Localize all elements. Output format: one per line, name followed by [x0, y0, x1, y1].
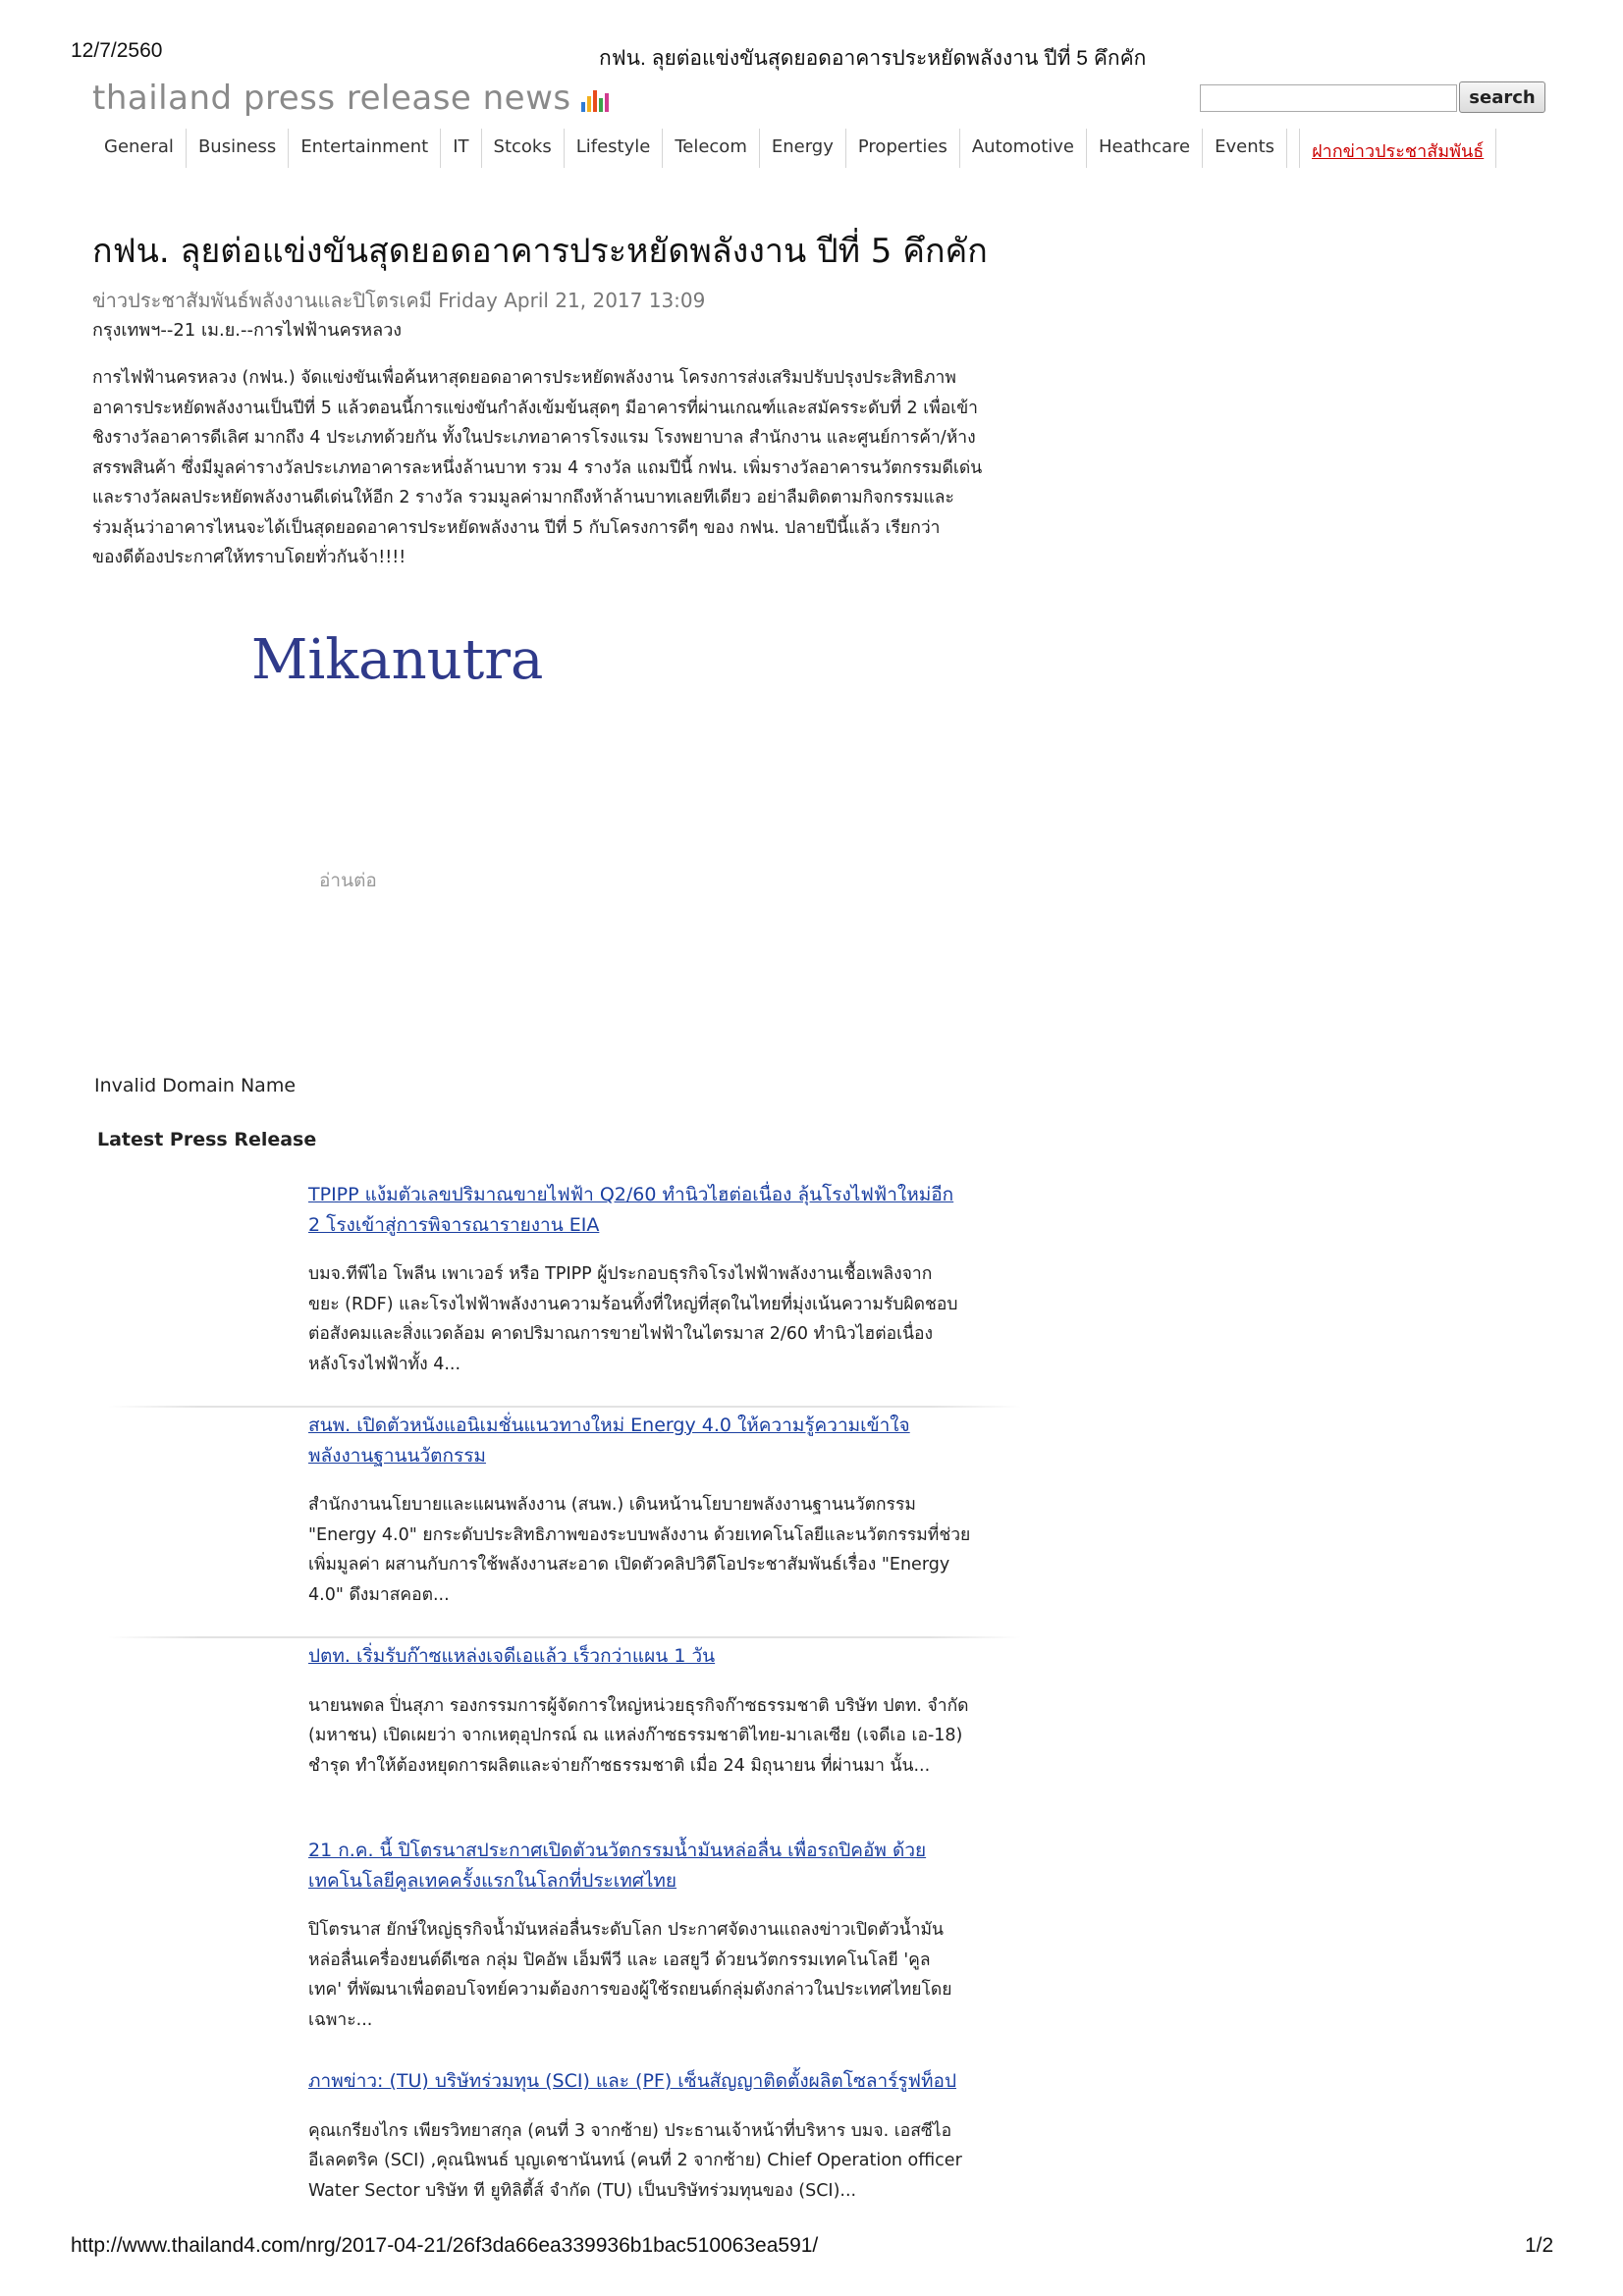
print-url: http://www.thailand4.com/nrg/2017-04-21/26f3da66ea339936b1bac510063ea591/ [71, 2234, 819, 2257]
press-release-title-link[interactable]: 21 ก.ค. นี้ ปิโตรนาสประกาศเปิดตัวนวัตกรรมน้ำมันหล่อลื่น เพื่อรถปิคอัพ ด้วย เทคโนโลยีคูลเทคครั้งแรกในโลกที่ประเทศไทย [308, 1840, 927, 1892]
nav-item-stocks[interactable]: Stcoks [482, 129, 565, 168]
nav-item-energy[interactable]: Energy [760, 129, 846, 168]
logo-bar [605, 93, 609, 112]
divider [108, 1406, 1021, 1408]
nav-item-healthcare[interactable]: Heathcare [1087, 129, 1203, 168]
nav-item-automotive[interactable]: Automotive [960, 129, 1087, 168]
nav-item-events[interactable]: Events [1203, 129, 1287, 168]
press-release-excerpt: นายนพดล ปิ่นสุภา รองกรรมการผู้จัดการใหญ่หน่วยธุรกิจก๊าซธรรมชาติ บริษัท ปตท. จำกัด (มหาชน) เปิดเผยว่า จากเหตุอุปกรณ์ ณ แหล่งก๊าซธรรมชาติไทย-มาเลเซีย (เจดีเอ เอ-18) ชำรุด ทำให้ต้องหยุดการผลิตและจ่ายก๊าซธรรมชาติ เมื่อ 24 มิถุนายน ที่ผ่านมา นั้น... [308, 1695, 969, 1776]
press-release-excerpt: บมจ.ทีพีไอ โพลีน เพาเวอร์ หรือ TPIPP ผู้ประกอบธุรกิจโรงไฟฟ้าพลังงานเชื้อเพลิงจาก ขยะ (RDF) และโรงไฟฟ้าพลังงานความร้อนทิ้งที่ใหญ่ที่สุดในไทยที่มุ่งเน้นความรับผิดชอบ ต่อสังคมและสิ่งแวดล้อม คาดปริมาณการขายไฟฟ้าในไตรมาส 2/60 ทำนิวไฮต่อเนื่อง หลังโรงไฟฟ้าทั้ง 4... [308, 1264, 958, 1374]
nav-item-entertainment[interactable]: Entertainment [289, 129, 441, 168]
logo-bar [587, 96, 591, 112]
article-title: กฟน. ลุยต่อแข่งขันสุดยอดอาคารประหยัดพลังงาน ปีที่ 5 คึกคัก [92, 232, 988, 271]
nav-item-telecom[interactable]: Telecom [663, 129, 760, 168]
press-release-item [308, 2066, 1015, 2206]
nav-item-general[interactable]: General [92, 129, 187, 168]
invalid-domain-notice: Invalid Domain Name [94, 1075, 297, 1096]
press-release-excerpt: ปิโตรนาส ยักษ์ใหญ่ธุรกิจน้ำมันหล่อลื่นระดับโลก ประกาศจัดงานแถลงข่าวเปิดตัวน้ำมัน หล่อลื่นเครื่องยนต์ดีเซล กลุ่ม ปิคอัพ เอ็มพีวี และ เอสยูวี ด้วยนวัตกรรมเทคโนโลยี 'คูล เทค' ที่พัฒนาเพื่อตอบโจทย์ความต้องการของผู้ใช้รถยนต์กลุ่มดังกล่าวในประเทศไทยโดย เฉพาะ... [308, 1920, 952, 2030]
press-release-excerpt: สำนักงานนโยบายและแผนพลังงาน (สนพ.) เดินหน้านโยบายพลังงานฐานนวัตกรรม "Energy 4.0" ยกระดับประสิทธิภาพของระบบพลังงาน ด้วยเทคโนโลยีและนวัตกรรมที่ช่วย เพิ่มมูลค่า ผสานกับการใช้พลังงานสะอาด เปิดตัวคลิปวิดีโอประชาสัมพันธ์เรื่อง "Energy 4.0" ดึงมาสคอต... [308, 1495, 971, 1605]
press-release-title-link[interactable]: สนพ. เปิดตัวหนังแอนิเมชั่นแนวทางใหม่ Energy 4.0 ให้ความรู้ความเข้าใจ พลังงานฐานนวัตกรรม [308, 1415, 910, 1467]
logo-bar [593, 90, 597, 112]
latest-heading: Latest Press Release [97, 1129, 317, 1150]
nav-item-properties[interactable]: Properties [846, 129, 960, 168]
press-release-item [308, 1411, 1015, 1610]
bar-chart-icon [581, 86, 609, 112]
author-signature: Mikanutra [251, 628, 544, 692]
logo-bar [599, 98, 603, 112]
article-body: การไฟฟ้านครหลวง (กฟน.) จัดแข่งขันเพื่อค้นหาสุดยอดอาคารประหยัดพลังงาน โครงการส่งเสริมปรับปรุงประสิทธิภาพ อาคารประหยัดพลังงานเป็นปีที่ 5 แล้วตอนนี้การแข่งขันกำลังเข้มข้นสุดๆ มีอาคารที่ผ่านเกณฑ์และสมัครระดับที่ 2 เพื่อเข้า ชิงรางวัลอาคารดีเลิศ มากถึง 4 ประเภทด้วยกัน ทั้งในประเภทอาคารโรงแรม โรงพยาบาล สำนักงาน และศูนย์การค้า/ห้าง สรรพสินค้า ซึ่งมีมูลค่ารางวัลประเภทอาคารละหนึ่งล้านบาท รวม 4 รางวัล แถมปีนี้ กฟน. เพิ่มรางวัลอาคารนวัตกรรมดีเด่น และรางวัลผลประหยัดพลังงานดีเด่นให้อีก 2 รางวัล รวมมูลค่ามากถึงห้าล้านบาทเลยทีเดียว อย่าลืมติดตามกิจกรรมและ ร่วมลุ้นว่าอาคารไหนจะได้เป็นสุดยอดอาคารประหยัดพลังงาน ปีที่ 5 กับโครงการดีๆ ของ กฟน. ปลายปีนี้แล้ว เรียกว่า ของดีต้องประกาศให้ทราบโดยทั่วกันจ้า!!!! [92, 368, 983, 567]
nav-item-it[interactable]: IT [441, 129, 481, 168]
logo-bar [581, 102, 585, 112]
nav-item-lifestyle[interactable]: Lifestyle [565, 129, 664, 168]
press-release-excerpt: คุณเกรียงไกร เพียรวิทยาสกุล (คนที่ 3 จากซ้าย) ประธานเจ้าหน้าที่บริหาร บมจ. เอสซีไอ อีเลคตริค (SCI) ,คุณนิพนธ์ บุญเดชานันทน์ (คนที่ 2 จากซ้าย) Chief Operation officer Water Sector บริษัท ที ยูทิลิตี้ส์ จำกัด (TU) เป็นบริษัทร่วมทุนของ (SCI)... [308, 2120, 962, 2201]
print-page-number: 1/2 [1525, 2234, 1554, 2257]
article-byline: กรุงเทพฯ--21 เม.ย.--การไฟฟ้านครหลวง [92, 320, 403, 341]
divider [108, 1636, 1021, 1638]
search-input[interactable] [1200, 84, 1457, 112]
main-nav [92, 129, 1496, 168]
press-release-item [308, 1641, 1015, 1781]
nav-item-business[interactable]: Business [187, 129, 289, 168]
read-more-link[interactable]: อ่านต่อ [319, 870, 377, 891]
print-date: 12/7/2560 [71, 39, 163, 62]
press-release-title-link[interactable]: ภาพข่าว: (TU) บริษัทร่วมทุน (SCI) และ (PF) เซ็นสัญญาติดตั้งผลิตโซลาร์รูฟท็อป [308, 2070, 957, 2092]
print-doc-title: กฟน. ลุยต่อแข่งขันสุดยอดอาคารประหยัดพลังงาน ปีที่ 5 คึกคัก [599, 47, 1147, 70]
press-release-item [308, 1836, 1015, 2035]
article-meta: ข่าวประชาสัมพันธ์พลังงานและปิโตรเคมี Friday April 21, 2017 13:09 [92, 289, 706, 312]
press-release-title-link[interactable]: ปตท. เริ่มรับก๊าซแหล่งเจดีเอแล้ว เร็วกว่าแผน 1 วัน [308, 1645, 716, 1667]
press-release-item [308, 1180, 1015, 1379]
nav-item-submit-press-release[interactable]: ฝากข่าวประชาสัมพันธ์ [1299, 129, 1496, 168]
search-button[interactable]: search [1459, 81, 1545, 113]
press-release-title-link[interactable]: TPIPP แง้มตัวเลขปริมาณขายไฟฟ้า Q2/60 ทำนิวไฮต่อเนื่อง ลุ้นโรงไฟฟ้าใหม่อีก 2 โรงเข้าสู่การพิจารณารายงาน EIA [308, 1184, 954, 1236]
site-logo-text: thailand press release news [92, 79, 571, 118]
site-logo[interactable] [92, 79, 609, 118]
